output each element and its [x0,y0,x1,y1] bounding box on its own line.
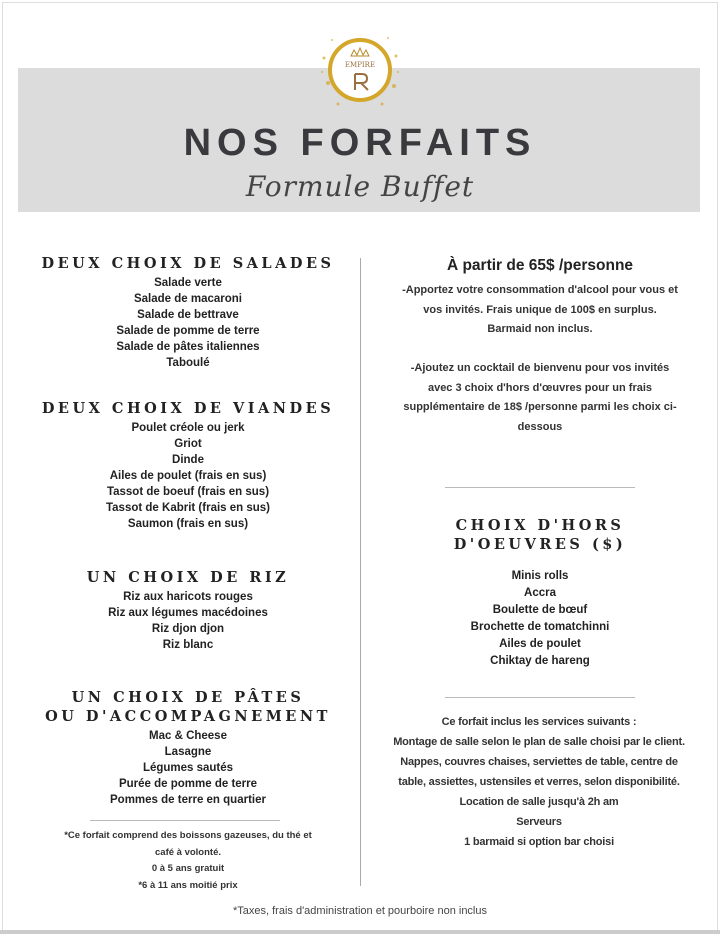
column-divider [360,258,361,886]
list-item: Boulette de bœuf [492,604,588,616]
list-item: Salade de bettrave [137,309,239,321]
services-block [362,712,716,852]
section-riz [18,568,358,653]
text-line: -Ajoutez un cocktail de bienvenu pour vos invités [410,362,670,374]
note-line: café à volonté. [155,846,221,858]
list-item: Griot [174,438,202,450]
pricing-block [368,257,712,437]
list-item: Riz djon djon [151,623,225,635]
section-pates [18,688,358,808]
right-separator [445,487,635,488]
note-line: *Ce forfait comprend des boissons gazeuses, du thé et [64,830,312,841]
text-line: 1 barmaid si option bar choisi [464,836,614,848]
section-heading-line2: OU D'ACCOMPAGNEMENT [45,708,331,725]
list-item: Salade de pâtes italiennes [116,341,260,353]
list-item: Accra [524,587,556,599]
text-line: Barmaid non inclus. [487,323,593,335]
list-item: Salade de macaroni [133,293,243,305]
footer-note: *Taxes, frais d'administration et pourboire non inclus [232,905,487,917]
svg-text:EMPIRE: EMPIRE [344,61,376,69]
list-item: Purée de pomme de terre [118,778,258,790]
note-line: *6 à 11 ans moitié prix [138,879,238,891]
list-item: Tassot de Kabrit (frais en sus) [105,502,271,514]
text-line: dessous [517,420,563,433]
text-line: Location de salle jusqu'à 2h am [459,796,619,808]
list-item: Taboulé [166,357,210,369]
section-heading: CHOIX D'HORS [455,517,625,534]
section-viandes [18,399,358,532]
page-title: NOS FORFAITS [183,122,537,164]
section-heading: UN CHOIX DE RIZ [86,569,290,586]
price: À partir de 65$ /personne [446,257,634,274]
text-line: Ce forfait inclus les services suivants : [441,716,637,728]
list-item: Riz aux haricots rouges [123,591,253,603]
text-line: -Apportez votre consommation d'alcool pour vous et [402,284,678,296]
list-item: Minis rolls [511,570,569,582]
left-separator [90,820,280,821]
list-item: Riz blanc [162,639,214,651]
list-item: Salade verte [154,277,222,289]
empire-logo [318,28,402,112]
text-line: avec 3 choix d'hors d'œuvres pour un frais [427,381,653,394]
text-line: vos invités. Frais unique de 100$ en surplus. [423,303,657,316]
section-heading: DEUX CHOIX DE VIANDES [41,400,335,417]
list-item: Chiktay de hareng [490,655,590,667]
section-heading: UN CHOIX DE PÂTES [71,689,305,706]
notes [18,828,358,894]
list-item: Tassot de boeuf (frais en sus) [106,486,270,498]
bottom-edge [0,930,720,934]
list-item: Saumon (frais en sus) [127,518,249,530]
section-heading-line2: D'OEUVRES ($) [453,536,627,553]
list-item: Pommes de terre en quartier [110,794,266,806]
section-salades [18,254,358,371]
list-item: Lasagne [164,746,212,758]
list-item: Riz aux légumes macédoines [108,607,268,619]
list-item: Brochette de tomatchinni [470,621,610,633]
list-item: Ailes de poulet [499,638,581,650]
list-item: Salade de pomme de terre [116,325,260,337]
list-item: Dinde [172,454,204,466]
section-hors-doeuvres [368,516,712,670]
text-line: Serveurs [516,816,562,828]
section-heading: DEUX CHOIX DE SALADES [41,255,335,272]
list-item: Ailes de poulet (frais en sus) [109,470,267,482]
right-separator-2 [445,697,635,698]
text-line: Nappes, couvres chaises, serviettes de table, centre de [400,756,678,768]
page-subtitle: Formule Buffet [245,170,475,203]
list-item: Poulet créole ou jerk [131,422,245,434]
list-item: Mac & Cheese [149,730,227,742]
text-line: supplémentaire de 18$ /personne parmi les choix ci- [403,401,677,413]
text-line: table, assiettes, ustensiles et verres, selon disponibilité. [398,776,680,788]
list-item: Légumes sautés [142,762,234,774]
text-line: Montage de salle selon le plan de salle choisi par le client. [393,736,685,748]
note-line: 0 à 5 ans gratuit [151,863,225,874]
